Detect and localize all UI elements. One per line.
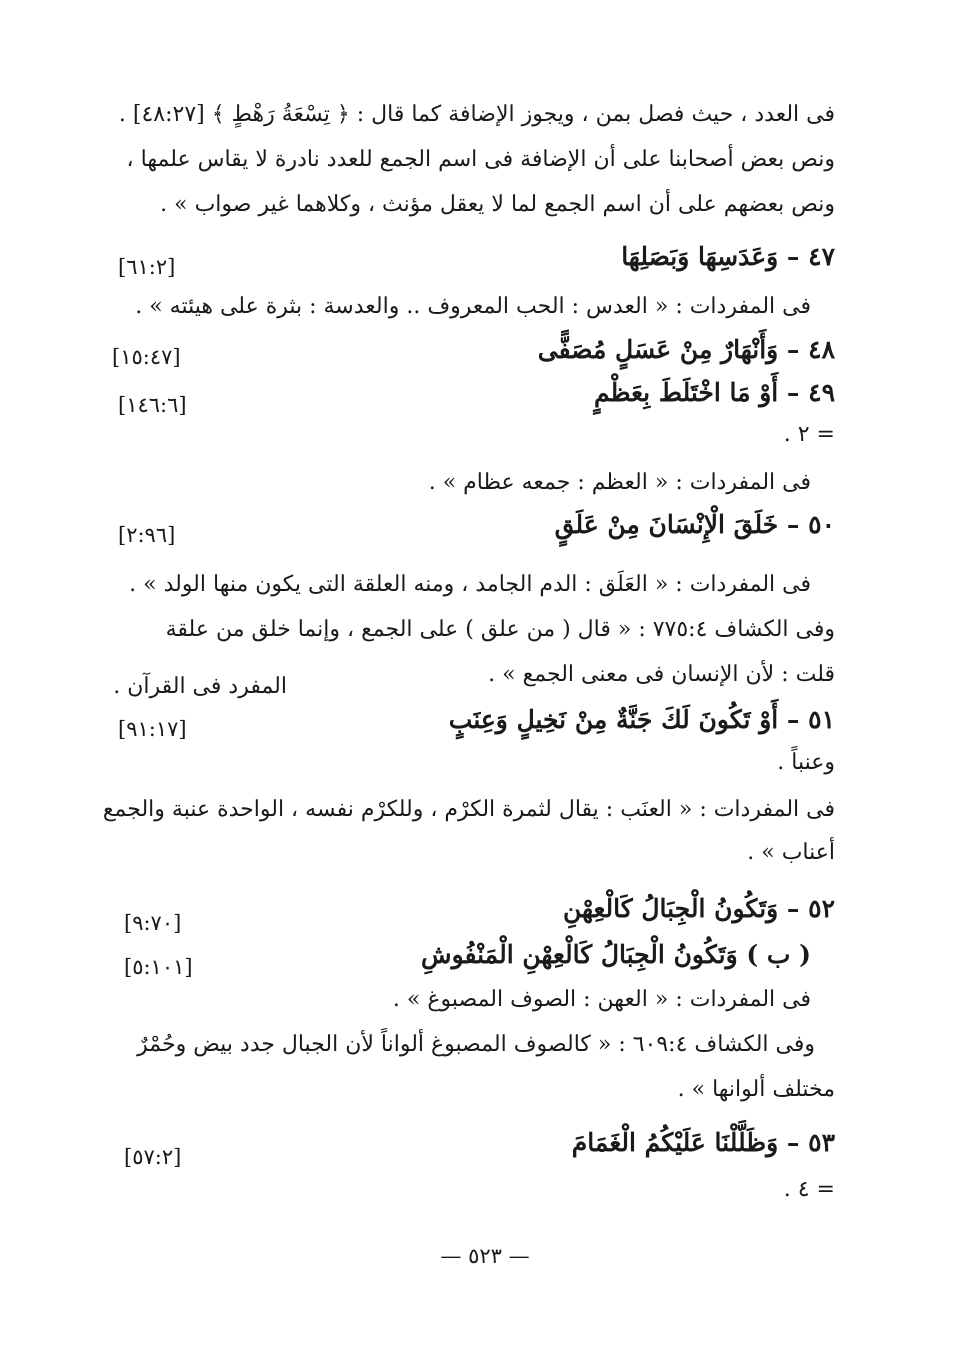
text-line: مختلف ألوانها » . [677, 1077, 835, 1102]
text-line: أعناب » . [747, 840, 835, 865]
verse-reference: [٩١:١٧] [118, 717, 187, 741]
verse-line: ٥١ – أَوْ تَكُونَ لَكَ جَنَّةٌ مِنْ نَخِيلٍ وَعِنَبٍ [448, 705, 835, 734]
text-line: فى المفردات : « العَلَق : الدم الجامد ، ومنه العلقة التى يكون منها الولد » . [129, 572, 811, 597]
verse-line: ٤٧ – وَعَدَسِهَا وَبَصَلِهَا [621, 242, 835, 271]
verse-reference: [٢:٩٦] [118, 523, 176, 547]
verse-line: ٥٢ – وَتَكُونُ الْجِبَالُ كَالْعِهْنِ [562, 894, 835, 923]
verse-line: ( ب ) وَتَكُونُ الْجِبَالُ كَالْعِهْنِ الْمَنْفُوشِ [421, 940, 811, 969]
verse-line: ٥٠ – خَلَقَ الْإِنْسَانَ مِنْ عَلَقٍ [554, 510, 835, 539]
text-line: فى المفردات : « العظم : جمعه عظام » . [428, 470, 811, 495]
text-line: فى العدد ، حيث فصل بمن ، ويجوز الإضافة كما قال : ﴿ تِسْعَةُ رَهْطٍ ﴾ [٤٨:٢٧] . [118, 102, 835, 127]
text-line: فى المفردات : « العهن : الصوف المصبوغ » . [392, 987, 811, 1012]
verse-reference: [٥:١٠١] [124, 955, 193, 979]
page-number: — ٥٢٣ — [440, 1244, 530, 1268]
text-line: = ٤ . [783, 1177, 835, 1202]
verse-line: ٤٨ – وَأَنْهَارٌ مِنْ عَسَلٍ مُصَفًّى [537, 335, 835, 364]
text-line: وفى الكشاف ٧٧٥:٤ : « قال ( من علق ) على الجمع ، وإنما خلق من علقة [165, 617, 835, 642]
text-line: المفرد فى القرآن . [113, 674, 287, 699]
text-line: ونص بعض أصحابنا على أن الإضافة فى اسم الجمع للعدد نادرة لا يقاس علمها ، [126, 147, 835, 172]
text-line: قلت : لأن الإنسان فى معنى الجمع » . [488, 662, 835, 687]
verse-reference: [٩:٧٠] [124, 911, 182, 935]
verse-reference: [١٤٦:٦] [118, 393, 187, 417]
text-line: وعنباً . [777, 750, 835, 775]
verse-reference: [٦١:٢] [118, 255, 176, 279]
verse-line: ٤٩ – أَوْ مَا اخْتَلَطَ بِعَظْمٍ [593, 378, 835, 407]
verse-reference: [٥٧:٢] [124, 1145, 182, 1169]
verse-line: ٥٣ – وَظَلَّلْنَا عَلَيْكُمُ الْغَمَامَ [571, 1128, 835, 1157]
text-line: = ٢ . [783, 422, 835, 447]
text-line: وفى الكشاف ٦٠٩:٤ : « كالصوف المصبوغ ألواناً لأن الجبال جدد بيض وحُمْرٌ [137, 1032, 815, 1057]
text-line: فى المفردات : « العدس : الحب المعروف .. والعدسة : بثرة على هيئته » . [135, 294, 811, 319]
text-line: فى المفردات : « العنَب : يقال لثمرة الكرْم ، وللكرْم نفسه ، الواحدة عنبة والجمع [102, 797, 835, 822]
verse-reference: [١٥:٤٧] [112, 345, 181, 369]
text-line: ونص بعضهم على أن اسم الجمع لما لا يعقل مؤنث ، وكلاهما غير صواب » . [160, 192, 835, 217]
